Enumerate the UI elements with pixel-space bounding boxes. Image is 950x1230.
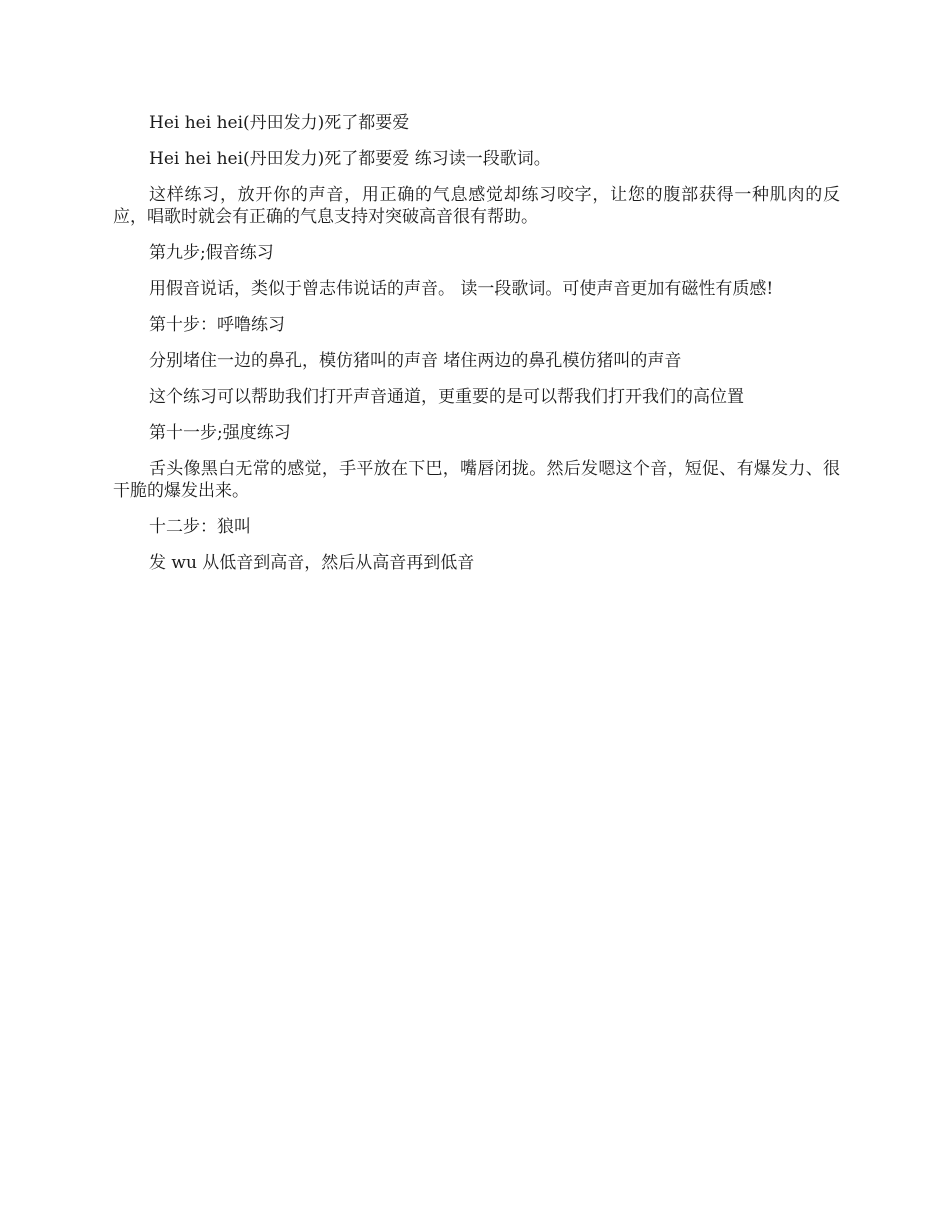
paragraph-nostril: 分别堵住一边的鼻孔，模仿猪叫的声音 堵住两边的鼻孔模仿猪叫的声音	[149, 351, 682, 371]
step-heading-11: 第十一步;强度练习	[149, 423, 291, 443]
paragraph-falsetto: 用假音说话，类似于曾志伟说话的声音。 读一段歌词。可使声音更加有磁性有质感!	[149, 279, 774, 299]
paragraph-lyric-1: Hei hei hei(丹田发力)死了都要爱	[149, 113, 410, 133]
step-heading-9: 第九步;假音练习	[149, 243, 274, 263]
document-body	[113, 112, 840, 588]
paragraph-voice-channel: 这个练习可以帮助我们打开声音通道，更重要的是可以帮我们打开我们的高位置	[149, 387, 744, 407]
step-heading-12: 十二步：狼叫	[149, 517, 251, 537]
paragraph-lyric-2: Hei hei hei(丹田发力)死了都要爱 练习读一段歌词。	[149, 149, 551, 169]
paragraph-wolf-howl: 发 wu 从低音到高音，然后从高音再到低音	[149, 553, 475, 573]
paragraph-breath-explanation: 这样练习，放开你的声音，用正确的气息感觉却练习咬字，让您的腹部获得一种肌肉的反应，唱歌时就会有正确的气息支持对突破高音很有帮助。	[113, 185, 840, 227]
paragraph-intensity: 舌头像黑白无常的感觉，手平放在下巴，嘴唇闭拢。然后发嗯这个音，短促、有爆发力、很干脆的爆发出来。	[113, 459, 840, 501]
step-heading-10: 第十步：呼噜练习	[149, 315, 285, 335]
